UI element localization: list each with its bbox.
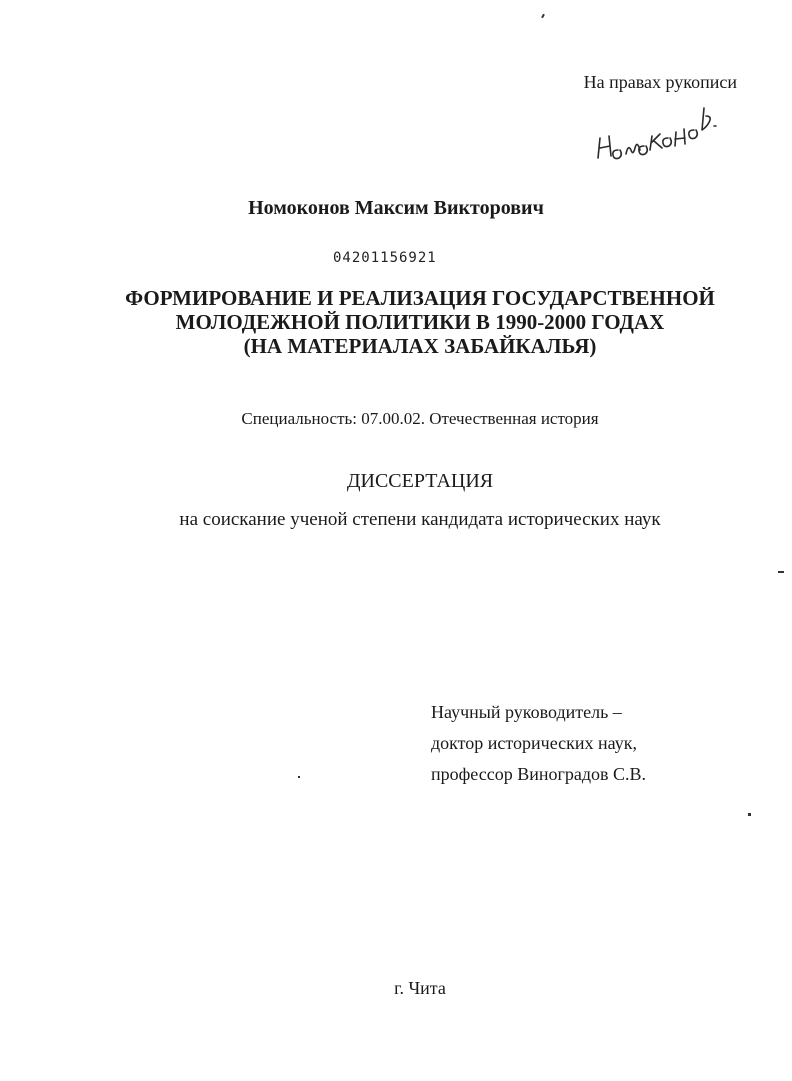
dissertation-title: [0, 286, 792, 358]
handwritten-signature: [590, 96, 740, 176]
degree-statement: на соискание ученой степени кандидата исторических наук: [179, 509, 661, 530]
supervisor-line: профессор Виноградов С.В.: [431, 764, 647, 784]
scan-speck: [748, 813, 751, 816]
title-line: ФОРМИРОВАНИЕ И РЕАЛИЗАЦИЯ ГОСУДАРСТВЕННОЙ: [125, 286, 715, 310]
scan-speck: [298, 776, 300, 778]
scan-speck: [778, 571, 784, 573]
supervisor-block: [431, 697, 646, 790]
author-name: Номоконов Максим Викторович: [248, 197, 544, 219]
supervisor-line: Научный руководитель –: [431, 702, 622, 722]
title-line: МОЛОДЕЖНОЙ ПОЛИТИКИ В 1990-2000 ГОДАХ: [175, 310, 665, 334]
scan-speck: [541, 14, 545, 18]
supervisor-line: доктор исторических наук,: [431, 733, 637, 753]
catalog-number: 04201156921: [333, 250, 437, 266]
city: г. Чита: [394, 978, 446, 998]
rights-note: На правах рукописи: [583, 72, 737, 92]
title-line: (НА МАТЕРИАЛАХ ЗАБАЙКАЛЬЯ): [243, 334, 597, 358]
document-type: ДИССЕРТАЦИЯ: [346, 470, 494, 492]
specialty: Специальность: 07.00.02. Отечественная история: [241, 409, 599, 428]
